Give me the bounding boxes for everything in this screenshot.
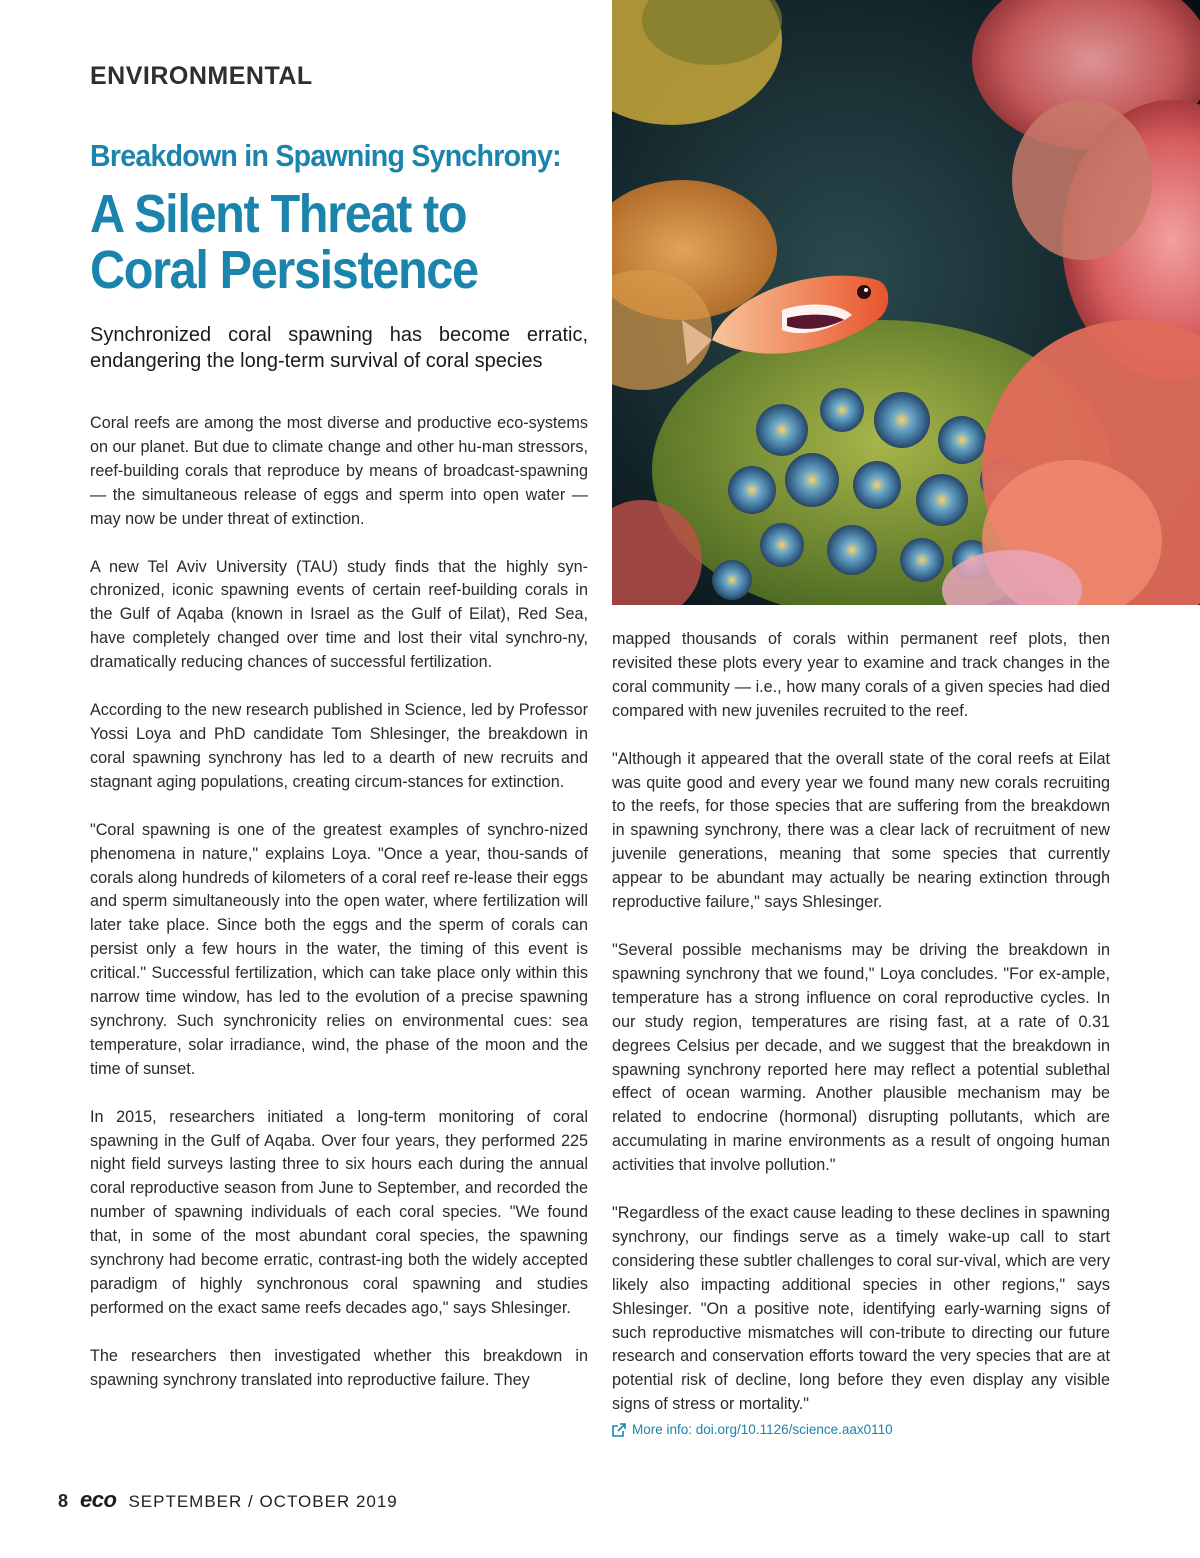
paragraph: Coral reefs are among the most diverse and productive eco-systems on our planet. But due to climate change and other hu-man stressors, reef-building corals that reproduce by means of broadcast-spawning — the simultaneous release of eggs and sperm into open water — may now be under threat of extinction. bbox=[90, 414, 588, 528]
paragraph: The researchers then investigated whether this breakdown in spawning synchrony translated into reproductive failure. They bbox=[90, 1346, 588, 1389]
coral-reef-illustration bbox=[612, 0, 1200, 605]
eco-logo: eco bbox=[80, 1487, 117, 1512]
right-column bbox=[612, 628, 1110, 1441]
more-info-text[interactable]: More info: doi.org/10.1126/science.aax0110 bbox=[632, 1422, 893, 1437]
left-column bbox=[90, 412, 588, 1417]
page-number: 8 bbox=[58, 1491, 69, 1511]
headline bbox=[90, 186, 610, 298]
more-info-link[interactable] bbox=[612, 1422, 893, 1437]
page-footer bbox=[58, 1487, 398, 1513]
paragraph: According to the new research published in Science, led by Professor Yossi Loya and PhD candidate Tom Shlesinger, the breakdown in coral spawning synchrony has led to a dearth of new recruits and stagnant aging populations, creating circum-stances for extinction. bbox=[90, 701, 588, 791]
paragraph: "Although it appeared that the overall state of the coral reefs at Eilat was quite good and every year we found many new corals recruiting to the reefs, for those species that are suffering from the breakdown in spawning synchrony, there was a clear lack of recruitment of new juvenile generations, meaning that some species that currently appear to be abundant may actually be nearing extinction through reproductive failure," says Shlesinger. bbox=[612, 749, 1110, 912]
section-label: ENVIRONMENTAL bbox=[90, 62, 313, 90]
headline-line-2: Coral Persistence bbox=[90, 240, 478, 300]
paragraph: "Several possible mechanisms may be driving the breakdown in spawning synchrony that we found," Loya concludes. "For ex-ample, temperature has a strong influence on coral reproductive cycles. In our study region, temperatures are rising fast, at a rate of 0.31 degrees Celsius per decade, and we suggest that the breakdown in spawning synchrony reported here may reflect a potential sublethal effect of ocean warming. Another plausible mechanism may be related to endocrine (hormonal) disrupting pollutants, which are accumulating in marine environments as a result of ongoing human activities that involve pollution." bbox=[612, 940, 1110, 1175]
kicker-title: Breakdown in Spawning Synchrony: bbox=[90, 138, 561, 173]
paragraph: "Regardless of the exact cause leading to these declines in spawning synchrony, our findings serve as a timely wake-up call to start considering these subtler challenges to coral sur-vival, which are very likely also impacting additional species in other regions," says Shlesinger. "On a positive note, identifying early-warning signs of such reproductive mismatches will con-tribute to directing our future research and conservation efforts toward the very species that are at potential risk of decline, long before they even display any visible signs of stress or mortality." bbox=[612, 1204, 1110, 1414]
paragraph: A new Tel Aviv University (TAU) study finds that the highly syn-chronized, iconic spawning events of certain reef-building corals in the Gulf of Aqaba (known in Israel as the Gulf of Eilat), Red Sea, have completely changed over time and lost their vital synchro-ny, dramatically reducing chances of successful fertilization. bbox=[90, 557, 588, 672]
paragraph: mapped thousands of corals within permanent reef plots, then revisited these plots every year to examine and track changes in the coral community — i.e., how many corals of a given species had died compared with new juveniles recruited to the reef. bbox=[612, 630, 1110, 720]
paragraph: In 2015, researchers initiated a long-term monitoring of coral spawning in the Gulf of Aqaba. Over four years, they performed 225 night field surveys lasting three to six hours each during the annual coral reproductive season from June to September, and recorded the number of spawning individuals of each coral species. "We found that, in some of the most abundant coral species, the spawning synchrony had become erratic, contrast-ing both the widely accepted paradigm of highly synchronous coral spawning and studies performed on the exact same reefs decades ago," says Shlesinger. bbox=[90, 1107, 588, 1317]
coral-reef-photo bbox=[612, 0, 1200, 605]
external-link-icon bbox=[612, 1423, 626, 1437]
paragraph: "Coral spawning is one of the greatest examples of synchro-nized phenomena in nature," explains Loya. "Once a year, thou-sands of corals along hundreds of kilometers of a coral reef re-lease their eggs and sperm simultaneously into the open water, where fertilization will later take place. Since both the eggs and the sperm of corals can persist only a few hours in the water, the timing of this event is critical." Successful fertilization, which can take place only within this narrow time window, has led to the evolution of a precise spawning synchrony. Such synchronicity relies on environmental cues: sea temperature, solar irradiance, wind, the phase of the moon and the time of sunset. bbox=[90, 820, 588, 1078]
issue-date: SEPTEMBER / OCTOBER 2019 bbox=[128, 1492, 398, 1511]
headline-line-1: A Silent Threat to bbox=[90, 184, 467, 244]
deck-subtitle: Synchronized coral spawning has become erratic, endangering the long-term survival of coral species bbox=[90, 324, 588, 372]
